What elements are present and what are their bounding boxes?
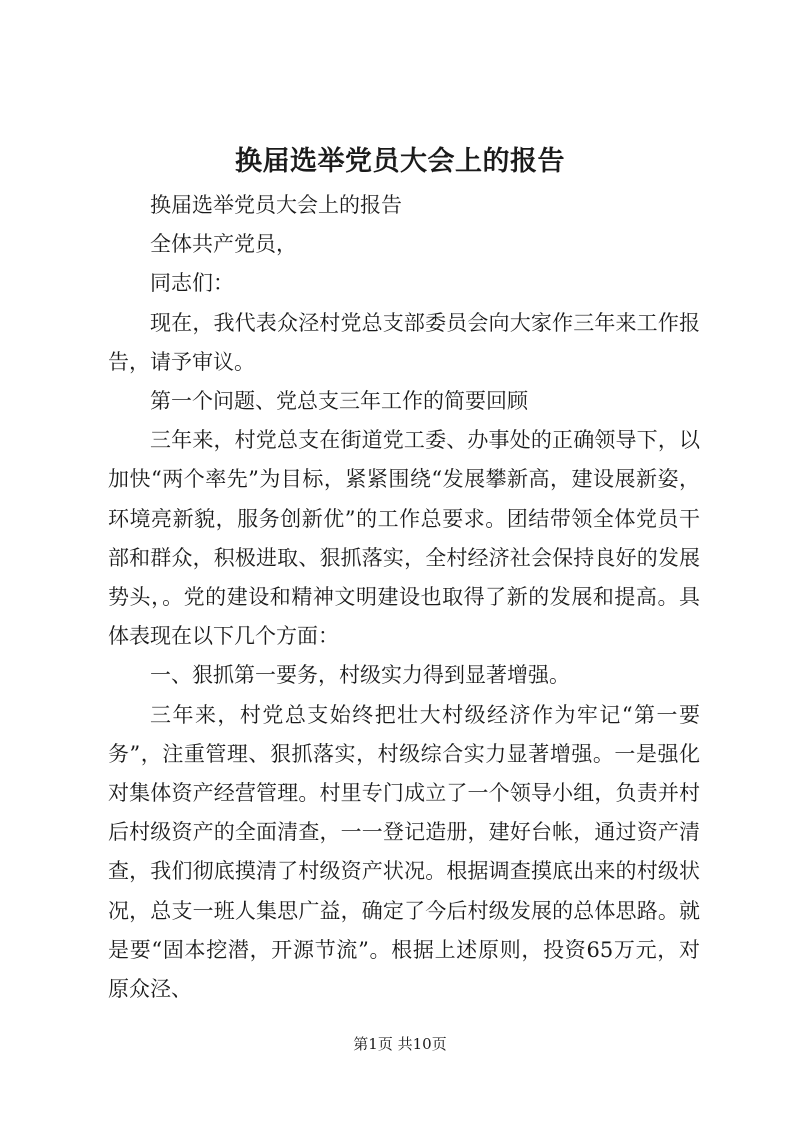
section-heading: 第一个问题、党总支三年工作的简要回顾 (150, 389, 528, 414)
paragraph-review: 三年来，村党总支在街道党工委、办事处的正确领导下，以加快“两个率先”为目标，紧紧围绕“发展攀新高，建设展新姿，环境亮新貌，服务创新优”的工作总要求。团结带领全体党员干部和群众，积极进取、狠抓落实，全村经济社会保持良好的发展势头，。党的建设和精神文明建设也取得了新的发展和提高。具体表现在以下几个方面： (108, 428, 700, 649)
paragraph-greeting: 同志们： (150, 271, 234, 296)
paragraph-intro: 现在，我代表众泾村党总支部委员会向大家作三年来工作报告，请予审议。 (108, 310, 700, 374)
paragraph-economy: 三年来，村党总支始终把壮大村级经济作为牢记“第一要务”，注重管理、狠抓落实，村级综合实力显著增强。一是强化对集体资产经营管理。村里专门成立了一个领导小组，负责并村后村级资产的全面清查，一一登记造册，建好台帐，通过资产清查，我们彻底摸清了村级资产状况。根据调查摸底出来的村级状况，总支一班人集思广益，确定了今后村级发展的总体思路。就是要“固本挖潜，开源节流”。根据上述原则，投资65万元，对原众泾、 (108, 702, 700, 1002)
document-body (108, 186, 700, 1009)
subsection-heading: 一、狠抓第一要务，村级实力得到显著增强。 (150, 663, 570, 688)
paragraph-salutation: 全体共产党员， (150, 232, 297, 257)
page-footer: 第1页 共10页 (353, 1035, 447, 1053)
document-title: 换届选举党员大会上的报告 (235, 146, 565, 177)
paragraph-subtitle: 换届选举党员大会上的报告 (150, 193, 402, 217)
